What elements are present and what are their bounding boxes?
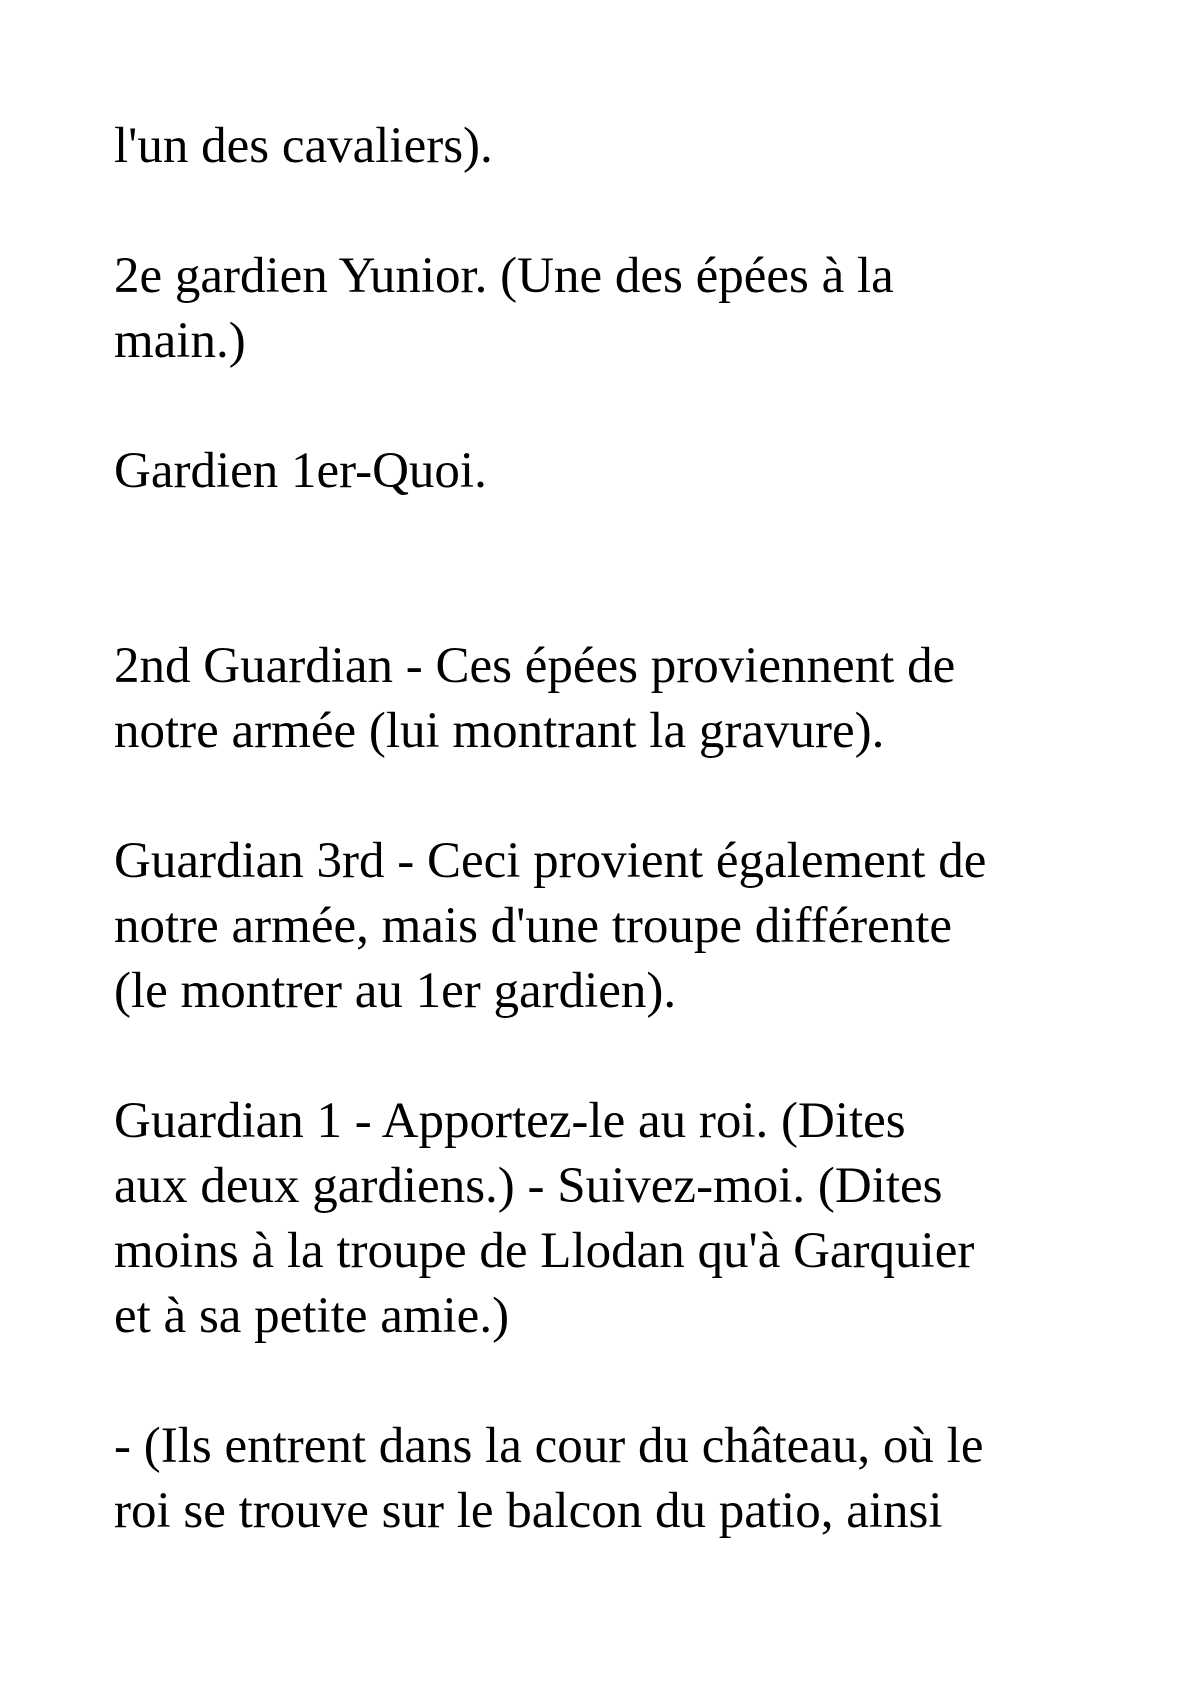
paragraph-5: Guardian 3rd - Ceci provient également de notre armée, mais d'une troupe différente (le montrer au 1er gardien).: [114, 833, 987, 1019]
paragraph-3: Gardien 1er-Quoi.: [114, 443, 487, 499]
document-body: [114, 114, 1114, 1609]
paragraph-6: Guardian 1 - Apportez-le au roi. (Dites aux deux gardiens.) - Suivez-moi. (Dites moins à la troupe de Llodan qu'à Garquier et à sa petite amie.): [114, 1093, 975, 1344]
paragraph-2: 2e gardien Yunior. (Une des épées à la main.): [114, 248, 894, 369]
paragraph-1: l'un des cavaliers).: [114, 118, 493, 174]
paragraph-4: 2nd Guardian - Ces épées proviennent de notre armée (lui montrant la gravure).: [114, 638, 956, 759]
paragraph-7: - (Ils entrent dans la cour du château, où le roi se trouve sur le balcon du patio, ainsi: [114, 1418, 984, 1539]
